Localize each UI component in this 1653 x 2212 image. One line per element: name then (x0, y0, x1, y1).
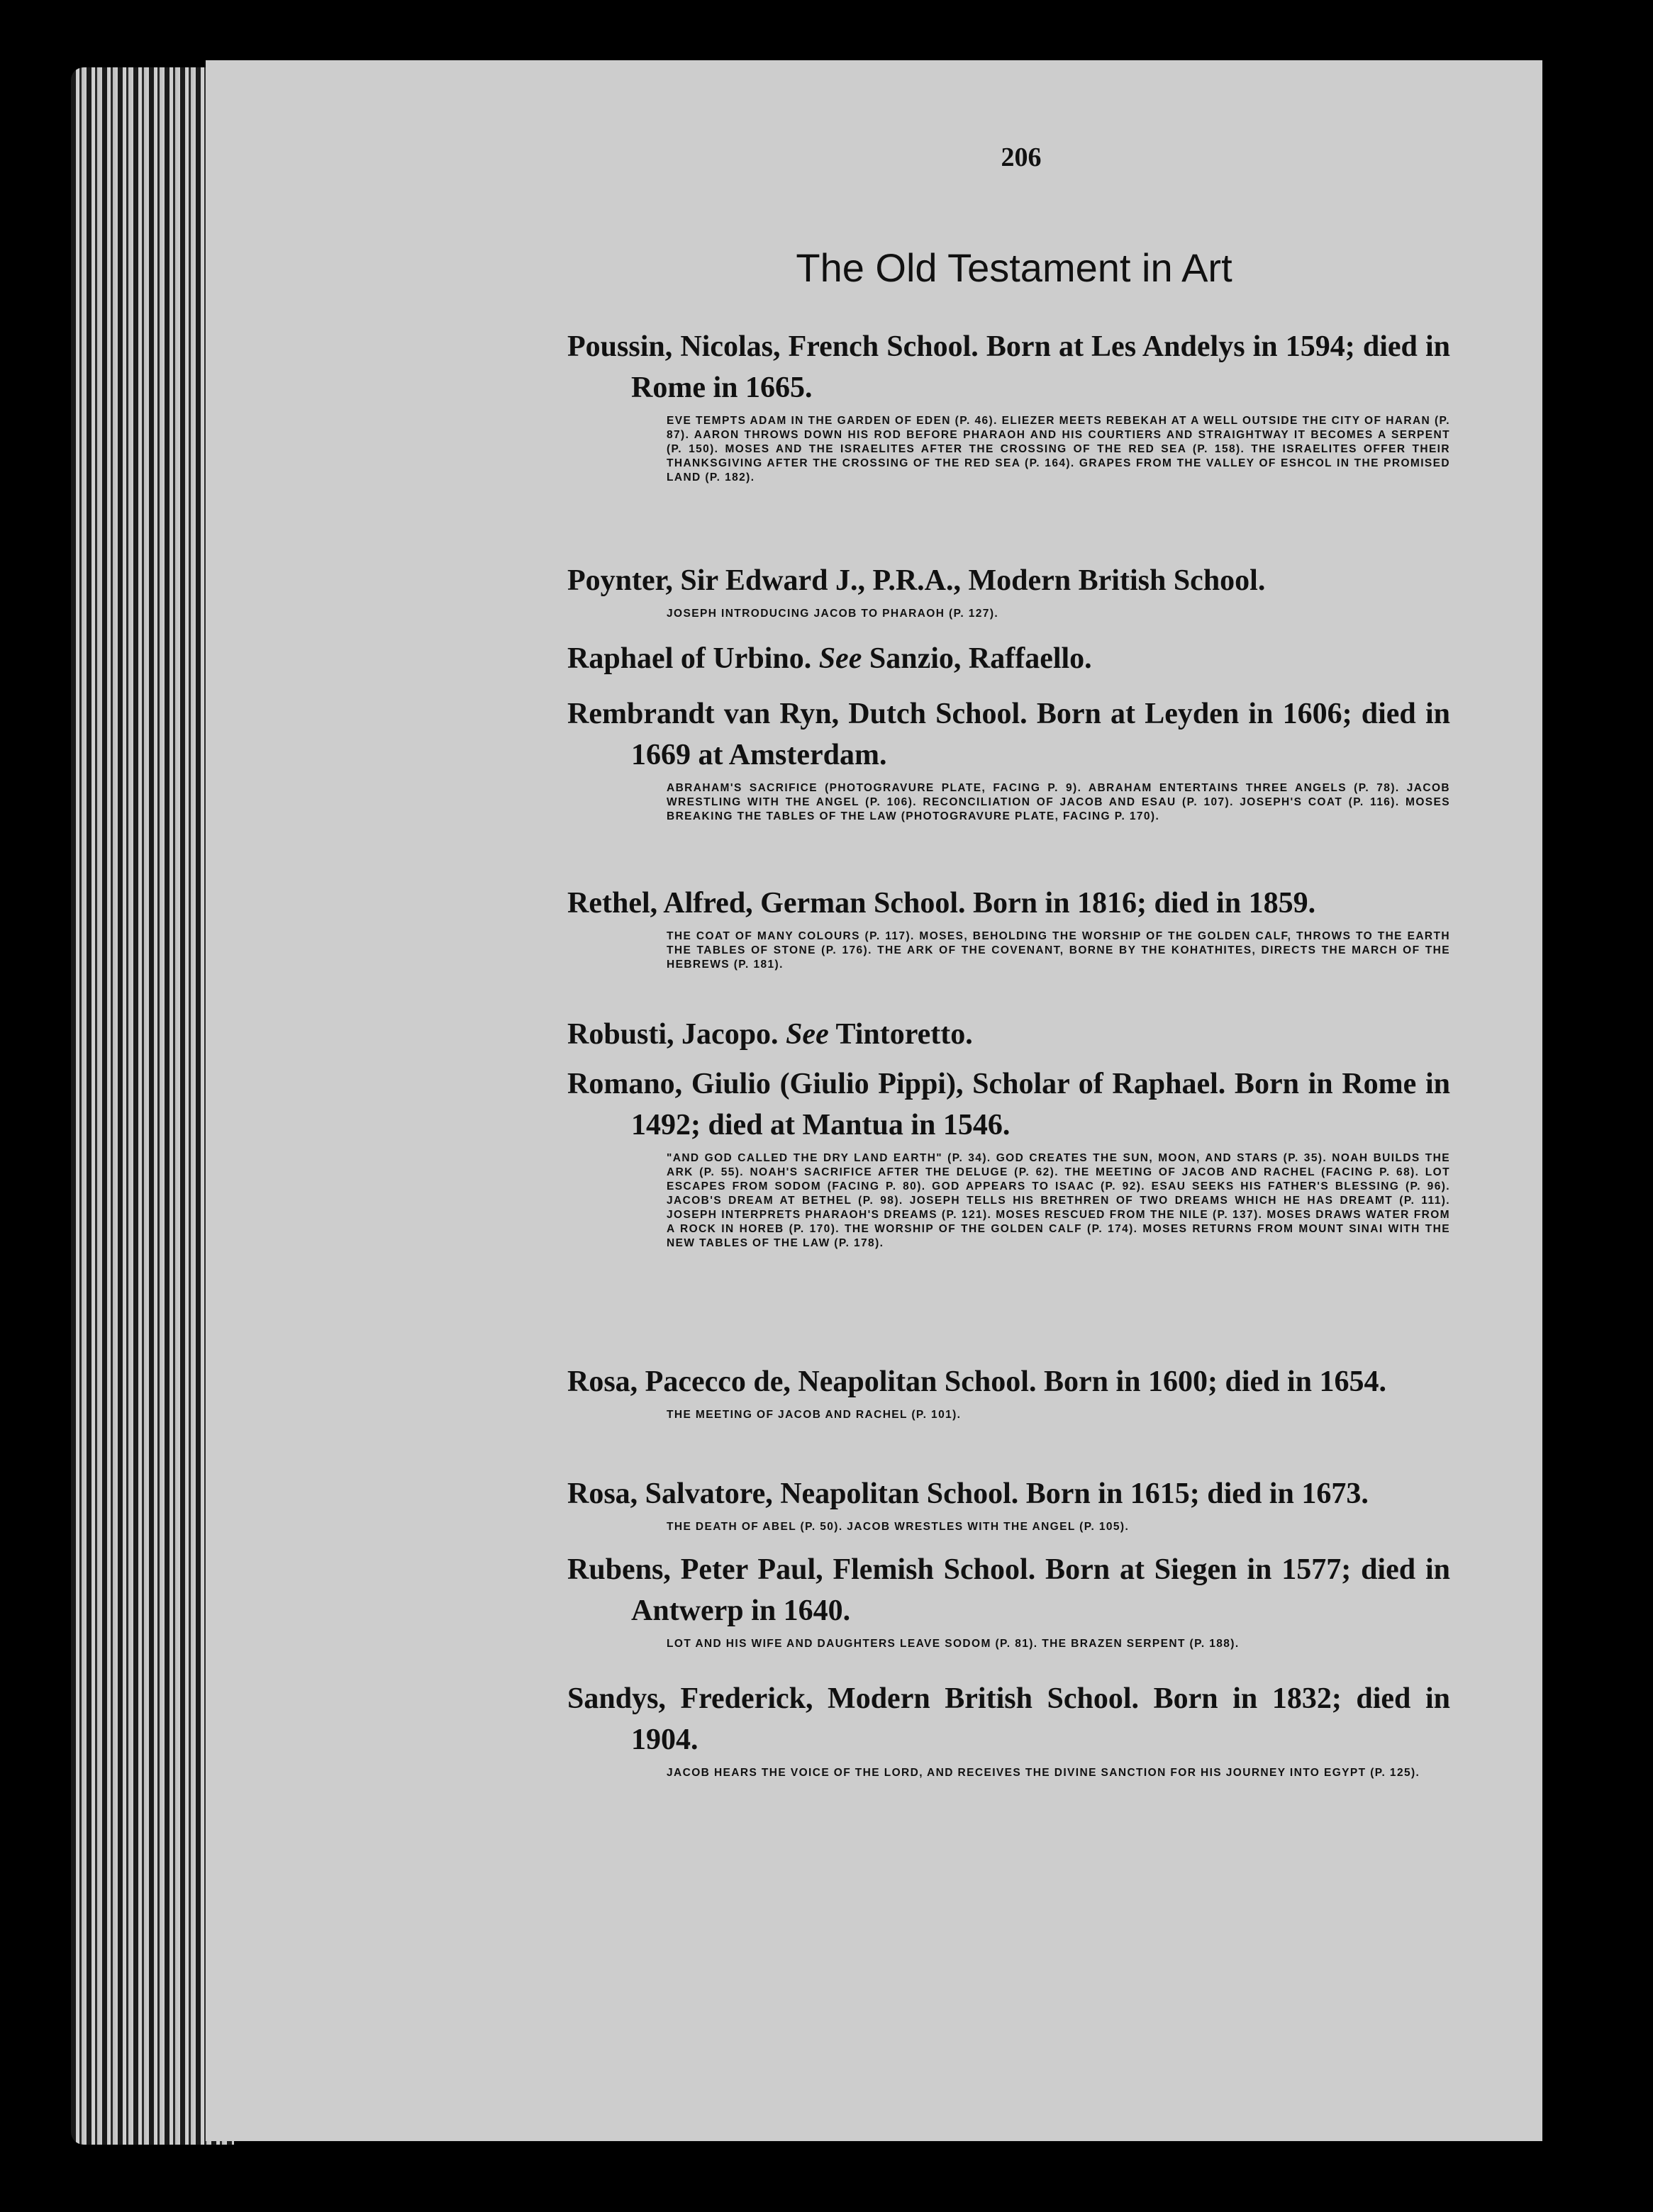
entry-works: JACOB HEARS THE VOICE OF THE LORD, AND RECEIVES THE DIVINE SANCTION FOR HIS JOURNEY INTO EGYPT (P. 125). (667, 1767, 1420, 1779)
entry-works: LOT AND HIS WIFE AND DAUGHTERS LEAVE SODOM (P. 81). THE BRAZEN SERPENT (P. 188). (667, 1638, 1240, 1650)
see-reference: See (818, 642, 862, 675)
entry-heading: Romano, Giulio (Giulio Pippi), Scholar of Raphael. Born in Rome in 1492; died at Mantua in 1546. (567, 1068, 1450, 1141)
entry-robusti (567, 1014, 1450, 1055)
entry-sandys (567, 1678, 1450, 1780)
entry-rembrandt (567, 693, 1450, 824)
heading-name: Raphael of Urbino. (567, 642, 819, 675)
entry-works: JOSEPH INTRODUCING JACOB TO PHARAOH (P. 127). (667, 608, 999, 620)
entry-heading: Poussin, Nicolas, French School. Born at Les Andelys in 1594; died in Rome in 1665. (567, 330, 1450, 404)
entry-heading: Poynter, Sir Edward J., P.R.A., Modern British School. (567, 564, 1266, 597)
entry-heading (567, 1014, 1450, 1055)
page-number: 206 (1001, 143, 1042, 172)
entry-heading: Sandys, Frederick, Modern British School. Born in 1832; died in 1904. (567, 1682, 1450, 1756)
heading-target: Tintoretto. (828, 1018, 973, 1051)
entry-romano (567, 1063, 1450, 1251)
entry-works: ABRAHAM'S SACRIFICE (PHOTOGRAVURE PLATE, FACING P. 9). ABRAHAM ENTERTAINS THREE ANGELS (P. 78). JACOB WRESTLING WITH THE ANGEL (P. 106). RECONCILIATION OF JACOB AND ESAU (P. 107). JOSEPH'S COAT (P. 116). MOSES BREAKING THE TABLES OF THE LAW (PHOTOGRAVURE PLATE, FACING P. 170). (667, 782, 1450, 822)
entry-works: THE DEATH OF ABEL (P. 50). JACOB WRESTLES WITH THE ANGEL (P. 105). (667, 1521, 1130, 1533)
entry-rethel (567, 883, 1450, 972)
entry-poussin (567, 326, 1450, 485)
see-reference: See (786, 1018, 829, 1051)
entry-rubens (567, 1549, 1450, 1651)
entry-heading (567, 638, 1450, 679)
entry-raphael (567, 638, 1450, 679)
heading-name: Robusti, Jacopo. (567, 1018, 786, 1051)
entry-works: THE COAT OF MANY COLOURS (P. 117). MOSES, BEHOLDING THE WORSHIP OF THE GOLDEN CALF, THROWS TO THE EARTH THE TABLES OF STONE (P. 176). THE ARK OF THE COVENANT, BORNE BY THE KOHATHITES, DIRECTS THE MARCH OF THE HEBREWS (P. 181). (667, 930, 1450, 971)
heading-target: Sanzio, Raffaello. (862, 642, 1092, 675)
entry-works: THE MEETING OF JACOB AND RACHEL (P. 101). (667, 1409, 962, 1421)
entry-heading: Rembrandt van Ryn, Dutch School. Born at Leyden in 1606; died in 1669 at Amsterdam. (567, 698, 1450, 771)
entry-rosa-salvatore (567, 1473, 1450, 1534)
running-title: The Old Testament in Art (796, 245, 1232, 290)
entry-works: EVE TEMPTS ADAM IN THE GARDEN OF EDEN (P. 46). ELIEZER MEETS REBEKAH AT A WELL OUTSIDE THE CITY OF HARAN (P. 87). AARON THROWS DOWN HIS ROD BEFORE PHARAOH AND HIS COURTIERS AND STRAIGHTWAY IT BECOMES A SERPENT (P. 150). MOSES AND THE ISRAELITES AFTER THE CROSSING OF THE RED SEA (P. 158). THE ISRAELITES OFFER THEIR THANKSGIVING AFTER THE CROSSING OF THE RED SEA (P. 164). GRAPES FROM THE VALLEY OF ESHCOL IN THE PROMISED LAND (P. 182). (667, 415, 1450, 484)
entry-heading: Rosa, Salvatore, Neapolitan School. Born in 1615; died in 1673. (567, 1478, 1369, 1510)
entry-heading: Rubens, Peter Paul, Flemish School. Born at Siegen in 1577; died in Antwerp in 1640. (567, 1553, 1450, 1627)
entry-works: "AND GOD CALLED THE DRY LAND EARTH" (P. 34). GOD CREATES THE SUN, MOON, AND STARS (P. 35). NOAH BUILDS THE ARK (P. 55). NOAH'S SACRIFICE AFTER THE DELUGE (P. 62). THE MEETING OF JACOB AND RACHEL (FACING P. 68). LOT ESCAPES FROM SODOM (FACING P. 80). GOD APPEARS TO ISAAC (P. 92). ESAU SEEKS HIS FATHER'S BLESSING (P. 96). JACOB'S DREAM AT BETHEL (P. 98). JOSEPH TELLS HIS BRETHREN OF TWO DREAMS WHICH HE HAS DREAMT (P. 111). JOSEPH INTERPRETS PHARAOH'S DREAMS (P. 121). MOSES RESCUED FROM THE NILE (P. 137). MOSES DRAWS WATER FROM A ROCK IN HOREB (P. 170). THE WORSHIP OF THE GOLDEN CALF (P. 174). MOSES RETURNS FROM MOUNT SINAI WITH THE NEW TABLES OF THE LAW (P. 178). (667, 1152, 1450, 1249)
entry-heading: Rethel, Alfred, German School. Born in 1816; died in 1859. (567, 887, 1316, 920)
entry-poynter (567, 560, 1450, 621)
entry-heading: Rosa, Pacecco de, Neapolitan School. Born in 1600; died in 1654. (567, 1365, 1387, 1398)
entry-rosa-pacecco (567, 1361, 1450, 1422)
